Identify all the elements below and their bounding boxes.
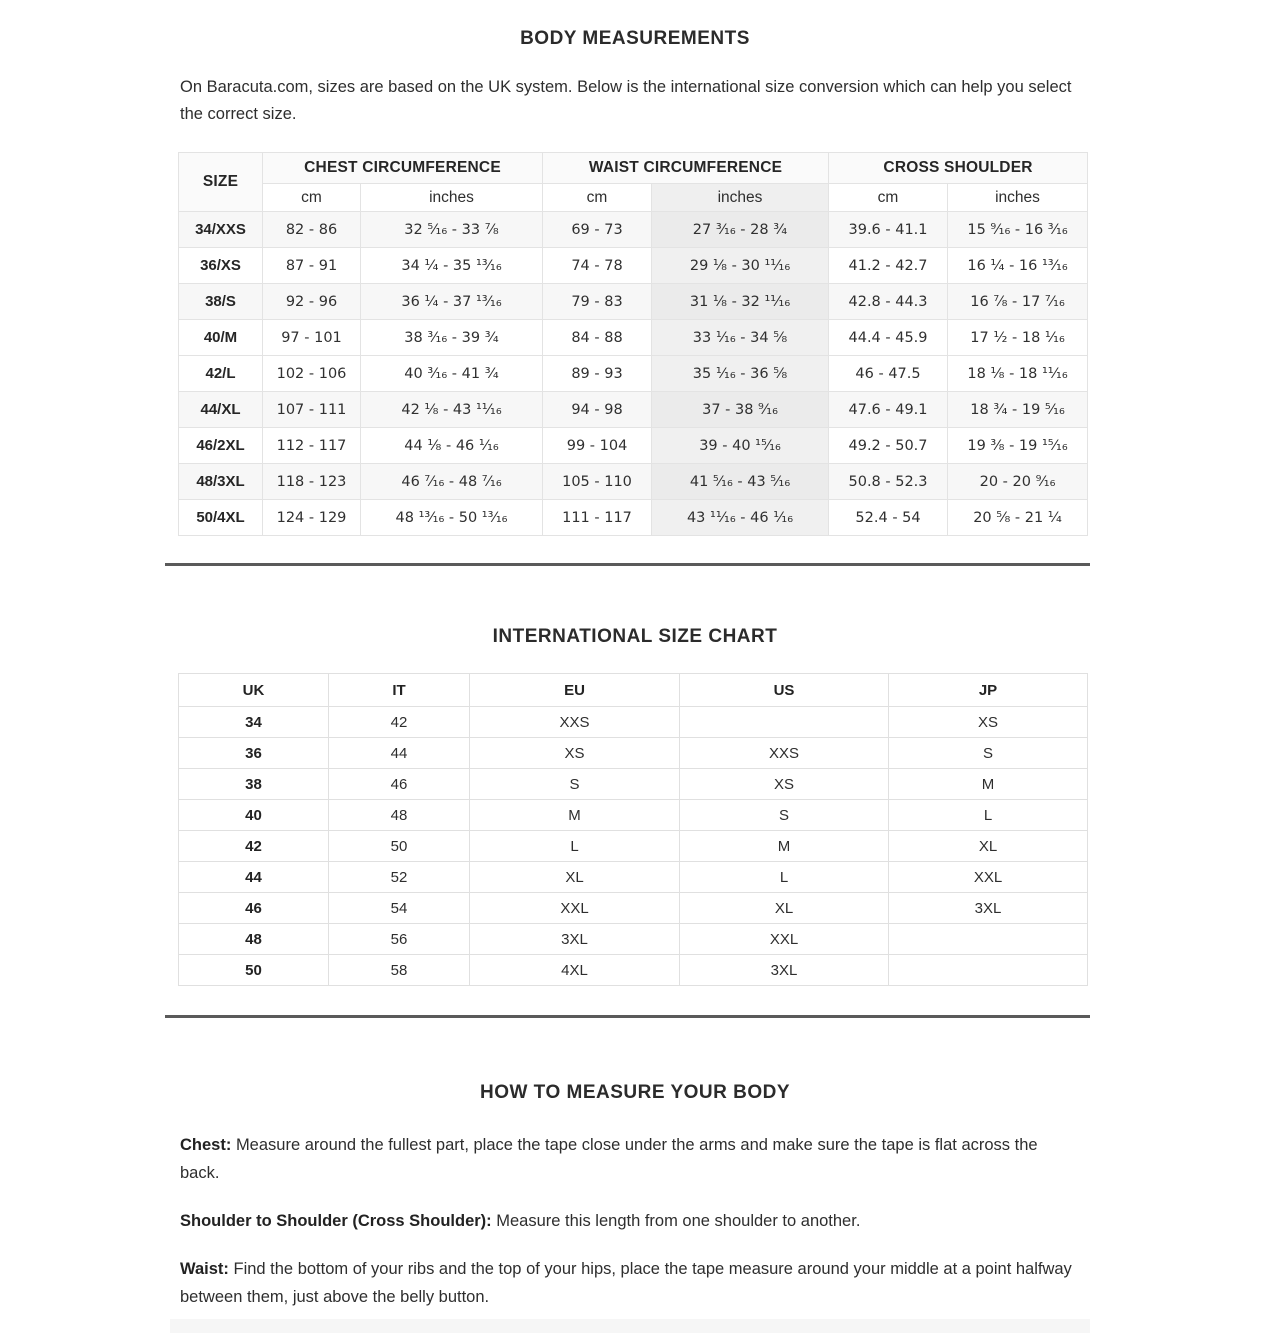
uk-size-cell: 46 <box>179 893 329 924</box>
size-label: 44/XL <box>179 392 263 428</box>
chest-cm-cell: 102 - 106 <box>263 356 361 392</box>
chest-inches-cell: 36 ¹⁄₄ - 37 ¹³⁄₁₆ <box>361 284 543 320</box>
chest-inches-cell: 42 ¹⁄₈ - 43 ¹¹⁄₁₆ <box>361 392 543 428</box>
measure-instruction-chest <box>180 1131 1075 1187</box>
uk-size-cell: 42 <box>179 831 329 862</box>
table-row <box>179 800 1088 831</box>
intro-text: On Baracuta.com, sizes are based on the UK system. Below is the international size conversion which can help you select the correct size. <box>180 78 1072 123</box>
uk-size-cell: 36 <box>179 738 329 769</box>
cross-inches-cell: 18 ¹⁄₈ - 18 ¹¹⁄₁₆ <box>948 356 1088 392</box>
measure-instruction-shoulder <box>180 1207 1075 1235</box>
it-size-cell: 54 <box>329 893 470 924</box>
cross-inches-cell: 16 ¹⁄₄ - 16 ¹³⁄₁₆ <box>948 248 1088 284</box>
us-size-cell: XXL <box>680 924 889 955</box>
table-row <box>179 862 1088 893</box>
table-row <box>179 500 1088 536</box>
eu-size-cell: S <box>470 769 680 800</box>
waist-cm-cell: 105 - 110 <box>543 464 652 500</box>
cross-inches-cell: 17 ¹⁄₂ - 18 ¹⁄₁₆ <box>948 320 1088 356</box>
chest-inches-cell: 48 ¹³⁄₁₆ - 50 ¹³⁄₁₆ <box>361 500 543 536</box>
measure-text: Measure this length from one shoulder to another. <box>496 1212 861 1230</box>
chest-inches-cell: 32 ⁵⁄₁₆ - 33 ⁷⁄₈ <box>361 212 543 248</box>
table-unit-header-row <box>179 184 1088 212</box>
cross-cm-cell: 46 - 47.5 <box>829 356 948 392</box>
chest-cm-cell: 112 - 117 <box>263 428 361 464</box>
waist-cm-cell: 74 - 78 <box>543 248 652 284</box>
cross-inches-header: inches <box>948 184 1088 212</box>
size-label: 36/XS <box>179 248 263 284</box>
uk-size-cell: 38 <box>179 769 329 800</box>
jp-size-cell: M <box>889 769 1088 800</box>
waist-inches-header: inches <box>652 184 829 212</box>
measure-text: Find the bottom of your ribs and the top of your hips, place the tape measure around your middle at a point halfway between them, just above the belly button. <box>180 1260 1072 1306</box>
cross-cm-cell: 52.4 - 54 <box>829 500 948 536</box>
us-size-cell: L <box>680 862 889 893</box>
waist-inches-cell: 41 ⁵⁄₁₆ - 43 ⁵⁄₁₆ <box>652 464 829 500</box>
waist-cm-cell: 89 - 93 <box>543 356 652 392</box>
measure-label: Chest: <box>180 1136 232 1154</box>
cross-inches-cell: 18 ³⁄₄ - 19 ⁵⁄₁₆ <box>948 392 1088 428</box>
table-header-row <box>179 674 1088 707</box>
chest-inches-cell: 38 ³⁄₁₆ - 39 ³⁄₄ <box>361 320 543 356</box>
international-size-chart-title: INTERNATIONAL SIZE CHART <box>492 626 778 647</box>
it-size-cell: 50 <box>329 831 470 862</box>
measure-label: Shoulder to Shoulder (Cross Shoulder): <box>180 1212 492 1230</box>
us-size-cell: XXS <box>680 738 889 769</box>
chest-inches-header: inches <box>361 184 543 212</box>
chest-cm-cell: 107 - 111 <box>263 392 361 428</box>
cross-shoulder-group-header: CROSS SHOULDER <box>829 153 1088 184</box>
chest-cm-cell: 97 - 101 <box>263 320 361 356</box>
jp-size-cell: XXL <box>889 862 1088 893</box>
eu-size-cell: XS <box>470 738 680 769</box>
waist-cm-cell: 84 - 88 <box>543 320 652 356</box>
jp-size-cell <box>889 924 1088 955</box>
cross-cm-cell: 41.2 - 42.7 <box>829 248 948 284</box>
chest-cm-cell: 87 - 91 <box>263 248 361 284</box>
cross-inches-cell: 20 - 20 ⁹⁄₁₆ <box>948 464 1088 500</box>
jp-column-header: JP <box>889 674 1088 707</box>
us-size-cell: S <box>680 800 889 831</box>
table-row <box>179 428 1088 464</box>
size-label: 46/2XL <box>179 428 263 464</box>
us-size-cell: XL <box>680 893 889 924</box>
eu-size-cell: 4XL <box>470 955 680 986</box>
table-group-header-row <box>179 153 1088 184</box>
international-size-chart-table <box>178 673 1088 986</box>
eu-size-cell: XXL <box>470 893 680 924</box>
chest-cm-cell: 118 - 123 <box>263 464 361 500</box>
jp-size-cell: XL <box>889 831 1088 862</box>
us-size-cell: M <box>680 831 889 862</box>
cross-cm-header: cm <box>829 184 948 212</box>
cross-inches-cell: 16 ⁷⁄₈ - 17 ⁷⁄₁₆ <box>948 284 1088 320</box>
waist-inches-cell: 29 ¹⁄₈ - 30 ¹¹⁄₁₆ <box>652 248 829 284</box>
table-row <box>179 831 1088 862</box>
cross-cm-cell: 50.8 - 52.3 <box>829 464 948 500</box>
measure-text: Measure around the fullest part, place the tape close under the arms and make sure the tape is flat across the back. <box>180 1136 1038 1182</box>
table-row <box>179 392 1088 428</box>
cross-cm-cell: 44.4 - 45.9 <box>829 320 948 356</box>
us-size-cell: XS <box>680 769 889 800</box>
it-size-cell: 52 <box>329 862 470 893</box>
it-size-cell: 42 <box>329 707 470 738</box>
chest-cm-cell: 124 - 129 <box>263 500 361 536</box>
chest-inches-cell: 34 ¹⁄₄ - 35 ¹³⁄₁₆ <box>361 248 543 284</box>
uk-size-cell: 50 <box>179 955 329 986</box>
waist-cm-cell: 99 - 104 <box>543 428 652 464</box>
chest-inches-cell: 44 ¹⁄₈ - 46 ¹⁄₁₆ <box>361 428 543 464</box>
measure-label: Waist: <box>180 1260 229 1278</box>
it-size-cell: 56 <box>329 924 470 955</box>
jp-size-cell: 3XL <box>889 893 1088 924</box>
waist-cm-cell: 94 - 98 <box>543 392 652 428</box>
chest-inches-cell: 40 ³⁄₁₆ - 41 ³⁄₄ <box>361 356 543 392</box>
chest-cm-cell: 92 - 96 <box>263 284 361 320</box>
eu-column-header: EU <box>470 674 680 707</box>
table-row <box>179 955 1088 986</box>
table-row <box>179 924 1088 955</box>
table-row <box>179 212 1088 248</box>
eu-size-cell: M <box>470 800 680 831</box>
chest-inches-cell: 46 ⁷⁄₁₆ - 48 ⁷⁄₁₆ <box>361 464 543 500</box>
it-size-cell: 46 <box>329 769 470 800</box>
cross-cm-cell: 49.2 - 50.7 <box>829 428 948 464</box>
table-row <box>179 893 1088 924</box>
table-row <box>179 284 1088 320</box>
jp-size-cell: L <box>889 800 1088 831</box>
cross-inches-cell: 20 ⁵⁄₈ - 21 ¹⁄₄ <box>948 500 1088 536</box>
size-label: 34/XXS <box>179 212 263 248</box>
next-section-edge <box>170 1319 1090 1333</box>
us-size-cell <box>680 707 889 738</box>
waist-inches-cell: 43 ¹¹⁄₁₆ - 46 ¹⁄₁₆ <box>652 500 829 536</box>
uk-size-cell: 34 <box>179 707 329 738</box>
waist-inches-cell: 37 - 38 ⁹⁄₁₆ <box>652 392 829 428</box>
cross-cm-cell: 42.8 - 44.3 <box>829 284 948 320</box>
table-row <box>179 769 1088 800</box>
chest-cm-cell: 82 - 86 <box>263 212 361 248</box>
eu-size-cell: L <box>470 831 680 862</box>
size-label: 42/L <box>179 356 263 392</box>
waist-inches-cell: 33 ¹⁄₁₆ - 34 ⁵⁄₈ <box>652 320 829 356</box>
it-size-cell: 48 <box>329 800 470 831</box>
it-column-header: IT <box>329 674 470 707</box>
uk-column-header: UK <box>179 674 329 707</box>
waist-cm-cell: 111 - 117 <box>543 500 652 536</box>
eu-size-cell: 3XL <box>470 924 680 955</box>
cross-inches-cell: 15 ⁹⁄₁₆ - 16 ³⁄₁₆ <box>948 212 1088 248</box>
it-size-cell: 58 <box>329 955 470 986</box>
jp-size-cell <box>889 955 1088 986</box>
us-size-cell: 3XL <box>680 955 889 986</box>
table-row <box>179 738 1088 769</box>
size-label: 40/M <box>179 320 263 356</box>
table-row <box>179 464 1088 500</box>
jp-size-cell: S <box>889 738 1088 769</box>
body-measurements-table <box>178 152 1088 536</box>
table-row <box>179 707 1088 738</box>
uk-size-cell: 48 <box>179 924 329 955</box>
eu-size-cell: XXS <box>470 707 680 738</box>
cross-inches-cell: 19 ³⁄₈ - 19 ¹⁵⁄₁₆ <box>948 428 1088 464</box>
uk-size-cell: 44 <box>179 862 329 893</box>
cross-cm-cell: 47.6 - 49.1 <box>829 392 948 428</box>
waist-inches-cell: 27 ³⁄₁₆ - 28 ³⁄₄ <box>652 212 829 248</box>
waist-cm-cell: 69 - 73 <box>543 212 652 248</box>
eu-size-cell: XL <box>470 862 680 893</box>
chest-cm-header: cm <box>263 184 361 212</box>
how-to-measure-title: HOW TO MEASURE YOUR BODY <box>479 1082 791 1103</box>
waist-inches-cell: 31 ¹⁄₈ - 32 ¹¹⁄₁₆ <box>652 284 829 320</box>
body-measurements-title: BODY MEASUREMENTS <box>520 28 750 49</box>
cross-cm-cell: 39.6 - 41.1 <box>829 212 948 248</box>
waist-cm-header: cm <box>543 184 652 212</box>
table-row <box>179 320 1088 356</box>
size-label: 50/4XL <box>179 500 263 536</box>
waist-group-header: WAIST CIRCUMFERENCE <box>543 153 829 184</box>
jp-size-cell: XS <box>889 707 1088 738</box>
size-label: 38/S <box>179 284 263 320</box>
us-column-header: US <box>680 674 889 707</box>
size-label: 48/3XL <box>179 464 263 500</box>
uk-size-cell: 40 <box>179 800 329 831</box>
it-size-cell: 44 <box>329 738 470 769</box>
table-row <box>179 356 1088 392</box>
waist-inches-cell: 39 - 40 ¹⁵⁄₁₆ <box>652 428 829 464</box>
table-row <box>179 248 1088 284</box>
measure-instruction-waist <box>180 1255 1075 1311</box>
chest-group-header: CHEST CIRCUMFERENCE <box>263 153 543 184</box>
waist-inches-cell: 35 ¹⁄₁₆ - 36 ⁵⁄₈ <box>652 356 829 392</box>
waist-cm-cell: 79 - 83 <box>543 284 652 320</box>
size-column-header: SIZE <box>179 153 263 212</box>
